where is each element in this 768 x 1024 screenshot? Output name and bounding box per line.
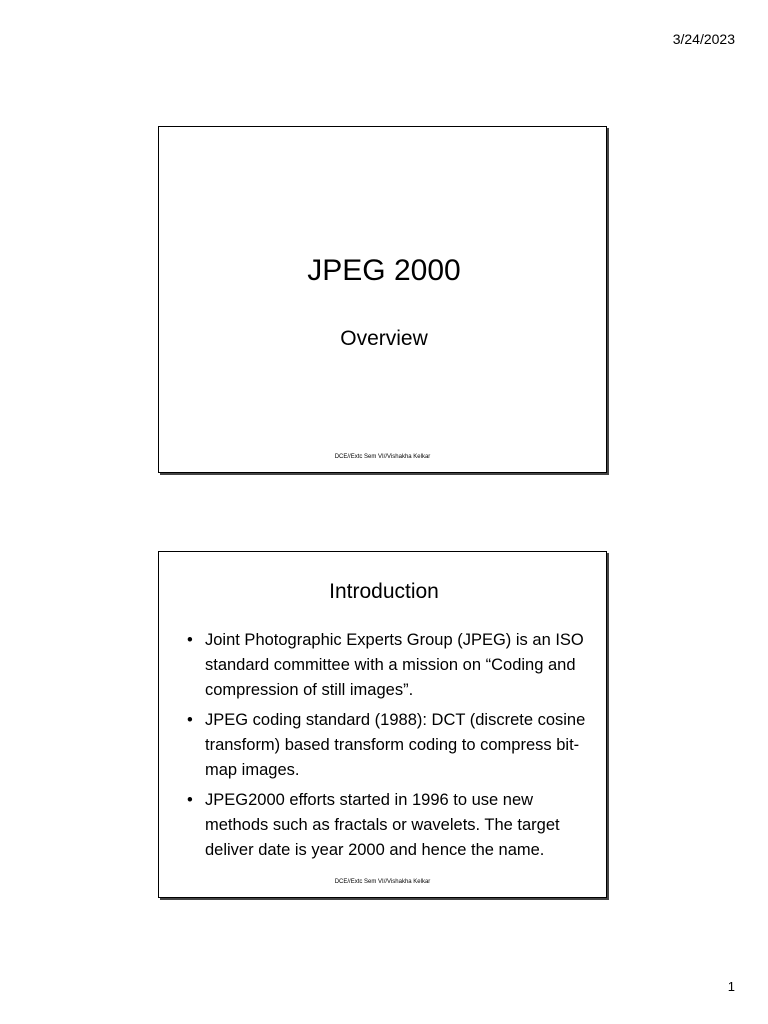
page-date: 3/24/2023 xyxy=(672,31,735,47)
bullet-item: • JPEG2000 efforts started in 1996 to use new methods such as fractals or wavelets. The target deliver date is year 2000 and hence the name. xyxy=(183,788,593,863)
page-number: 1 xyxy=(727,979,735,994)
slide-thumbnail-1 xyxy=(158,126,607,473)
slide-title: JPEG 2000 xyxy=(307,254,461,287)
slide-footer: DCE//Extc Sem VI//Vishakha Kelkar xyxy=(334,454,431,460)
bullet-list xyxy=(183,628,593,868)
slide-heading: Introduction xyxy=(329,580,439,603)
slide-footer: DCE//Extc Sem VI//Vishakha Kelkar xyxy=(334,879,431,885)
bullet-item: • Joint Photographic Experts Group (JPEG) is an ISO standard committee with a mission on “Coding and compression of still images”. xyxy=(183,628,593,703)
slide-subtitle: Overview xyxy=(340,327,428,350)
bullet-item: • JPEG coding standard (1988): DCT (discrete cosine transform) based transform coding to compress bit-map images. xyxy=(183,708,593,783)
